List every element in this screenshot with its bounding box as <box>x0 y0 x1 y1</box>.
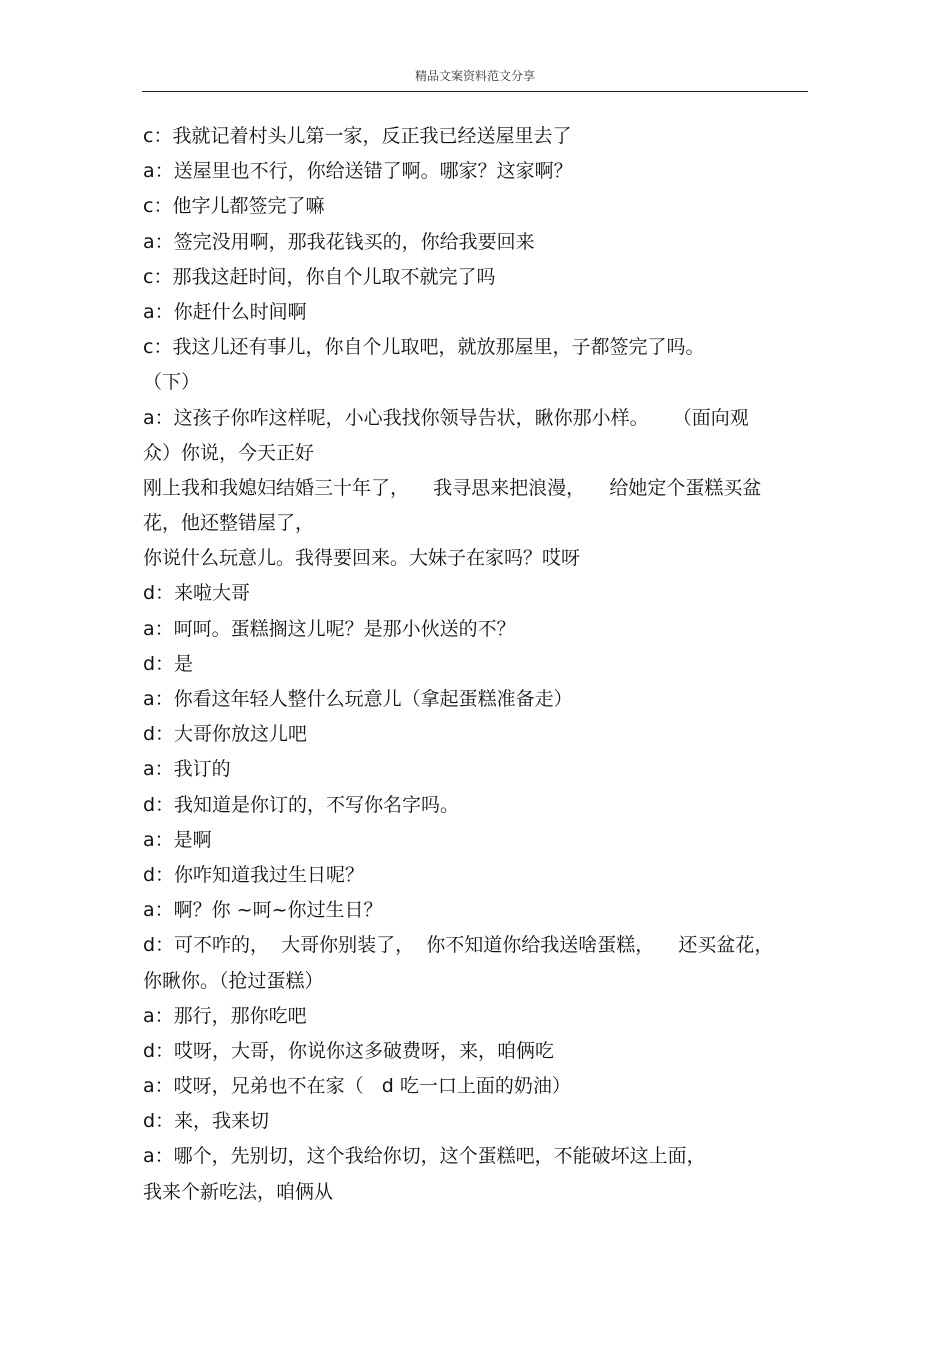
text-line: c：那我这赶时间，你自个儿取不就完了吗 <box>143 265 496 288</box>
text-line: a：送屋里也不行，你给送错了啊。哪家？这家啊？ <box>143 160 573 183</box>
text-line: 众）你说，今天正好 <box>143 441 315 464</box>
text-line: a：你看这年轻人整什么玩意儿（拿起蛋糕准备走） <box>143 688 573 710</box>
text-line: （下） <box>143 371 201 394</box>
page-header-title: 精品文案资料范文分享 <box>414 69 535 83</box>
text-line: a：哎呀，兄弟也不在家（ d 吃一口上面的奶油） <box>143 1075 571 1098</box>
text-line: 我来个新吃法，咱俩从 <box>143 1180 334 1203</box>
text-line: a：哪个，先别切，这个我给你切，这个蛋糕吧，不能破坏这上面， <box>143 1145 706 1168</box>
text-line: 你说什么玩意儿。我得要回来。大妹子在家吗？哎呀 <box>143 547 581 570</box>
text-line: 花，他还整错屋了， <box>143 512 315 535</box>
text-line: d：来啦大哥 <box>143 582 251 605</box>
text-line: a：我订的 <box>143 758 231 781</box>
text-line: a：是啊 <box>143 828 212 851</box>
text-line: a：呵呵。蛋糕搁这儿呢？是那小伙送的不？ <box>143 617 516 640</box>
text-line: a：这孩子你咋这样呢，小心我找你领导告状，瞅你那小样。 （面向观 <box>143 406 749 429</box>
text-line: a：那行，那你吃吧 <box>143 1004 307 1027</box>
text-line: 刚上我和我媳妇结婚三十年了， 我寻思来把浪漫， 给她定个蛋糕买盆 <box>143 476 762 499</box>
text-line: 你瞅你。（抢过蛋糕） <box>143 969 324 992</box>
text-line: c：我这儿还有事儿，你自个儿取吧，就放那屋里，子都签完了吗。 <box>143 336 705 359</box>
text-line: c：他字儿都签完了嘛 <box>143 195 325 218</box>
text-line: c：我就记着村头儿第一家，反正我已经送屋里去了 <box>143 125 572 147</box>
text-line: d：我知道是你订的，不写你名字吗。 <box>143 793 460 816</box>
text-line: a：啊？你 ~呵~你过生日？ <box>143 899 383 922</box>
text-line: d：你咋知道我过生日呢？ <box>143 863 365 886</box>
text-line: d：来，我来切 <box>143 1110 270 1133</box>
text-line: d：哎呀，大哥，你说你这多破费呀，来，咱俩吃 <box>143 1039 555 1062</box>
header-divider <box>142 91 808 92</box>
text-line: a：签完没用啊，那我花钱买的，你给我要回来 <box>143 230 535 253</box>
text-line: d：大哥你放这儿吧 <box>143 723 308 746</box>
text-line: d：可不咋的， 大哥你别装了， 你不知道你给我送啥蛋糕， 还买盆花， <box>143 934 774 957</box>
script-text-body <box>143 119 809 1210</box>
text-line: a：你赶什么时间啊 <box>143 300 307 323</box>
text-line: d：是 <box>143 652 194 675</box>
